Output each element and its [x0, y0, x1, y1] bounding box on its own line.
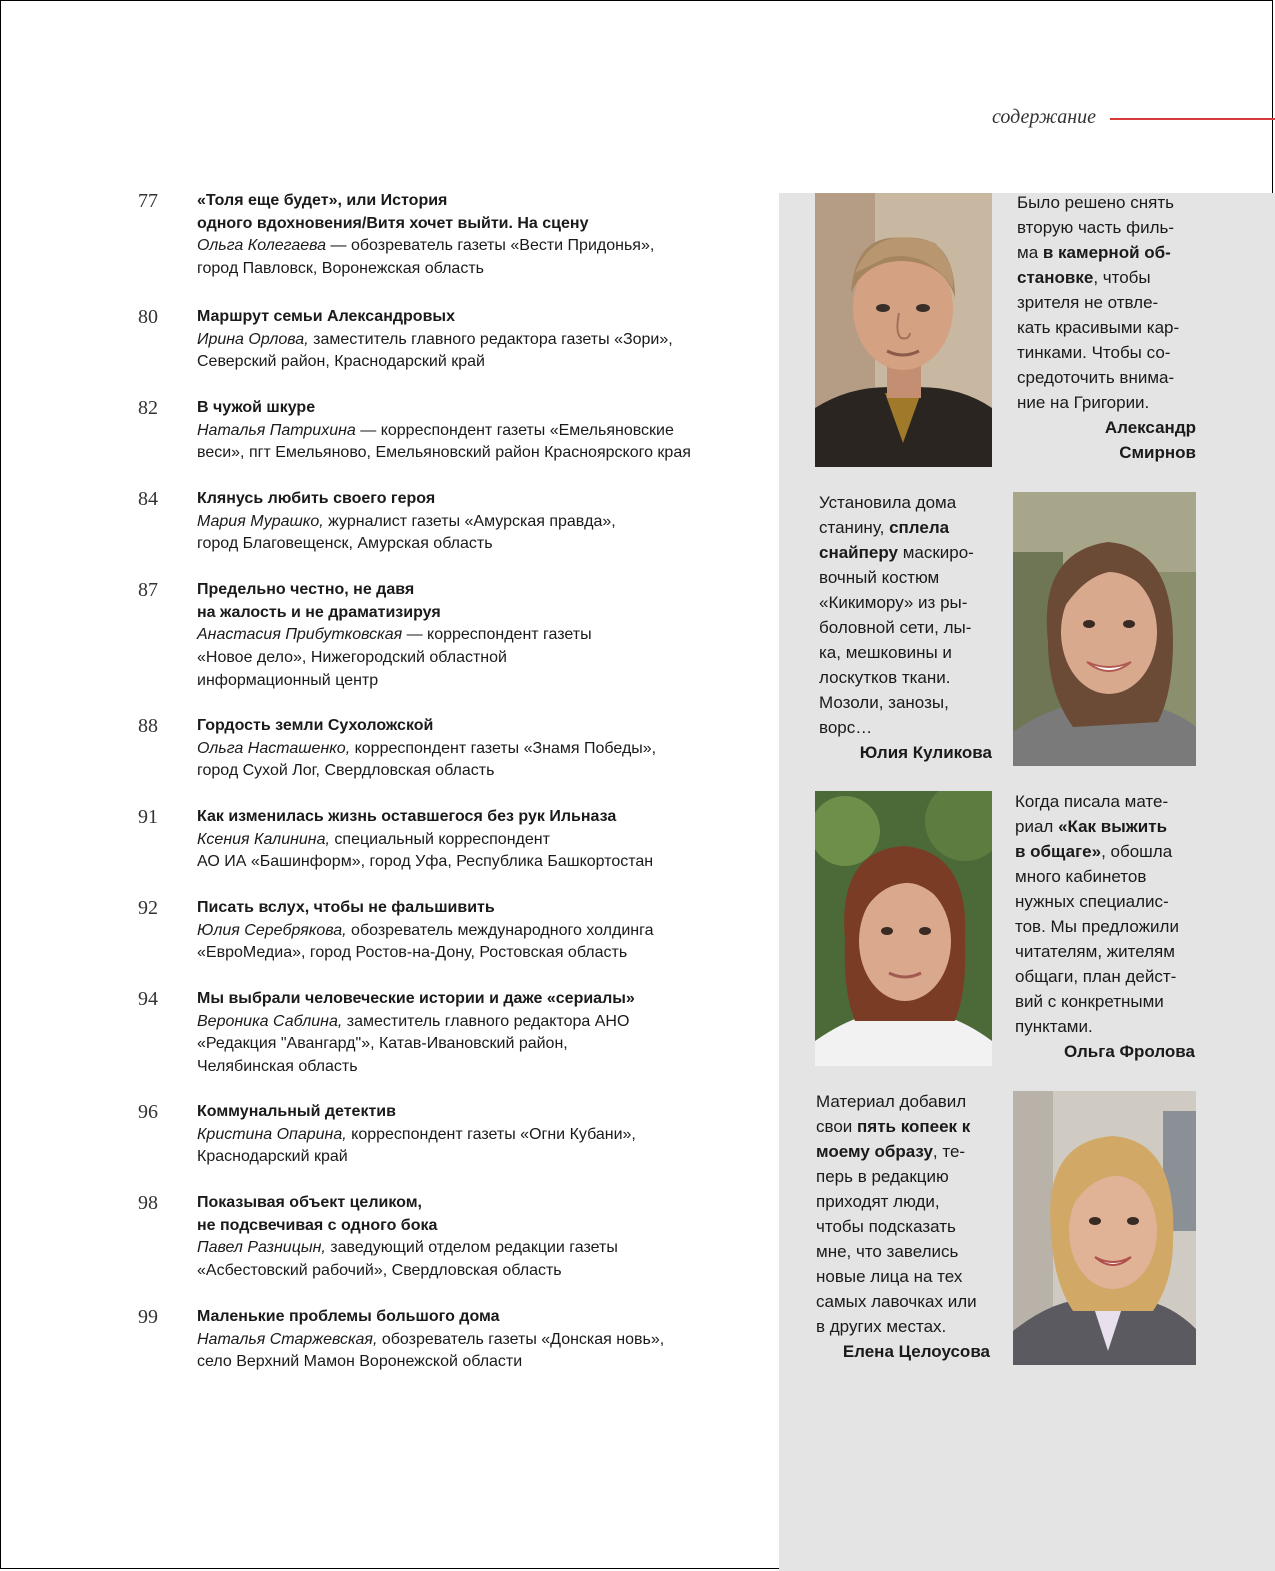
toc-author-role: журналист газеты «Амурская правда»,	[323, 512, 616, 530]
quote-text: кать красивыми кар-	[1017, 318, 1180, 337]
quote-line	[1017, 390, 1207, 415]
quote-line	[1015, 964, 1205, 989]
toc-author-name: Анастасия Прибутковская	[197, 626, 403, 644]
toc-page-number: 88	[138, 715, 158, 737]
quote-text: Было решено снять	[1017, 193, 1174, 212]
quote-line	[1015, 889, 1205, 914]
toc-author-line	[197, 760, 757, 783]
section-title: содержание	[992, 106, 1096, 128]
quote-line	[816, 1189, 1006, 1214]
toc-author-role: город Сухой Лог, Свердловская область	[197, 762, 495, 780]
quote-line	[1017, 215, 1207, 240]
toc-author-line	[197, 235, 757, 258]
quote-highlight: сплела	[889, 518, 950, 537]
quote-highlight: снайперу	[819, 543, 898, 562]
signature-olga-frolova	[1015, 1039, 1195, 1064]
quote-text: риал	[1015, 817, 1059, 836]
toc-entry-body	[197, 306, 757, 374]
toc-author-name: Ирина Орлова,	[197, 330, 309, 348]
section-title-rule	[1110, 118, 1275, 120]
quote-line	[816, 1089, 1006, 1114]
toc-author-name: Наталья Старжевская,	[197, 1330, 378, 1348]
toc-author-role: Северский район, Краснодарский край	[197, 353, 485, 371]
quote-text: нужных специалис-	[1015, 892, 1169, 911]
toc-author-line	[197, 442, 757, 465]
quote-text: читателям, жителям	[1015, 942, 1175, 961]
quote-text: самых лавочках или	[816, 1292, 977, 1311]
quote-signature-line: Ольга Фролова	[1063, 1042, 1195, 1061]
toc-article-title: Маршрут семьи Александровых	[197, 308, 455, 325]
toc-author-line	[197, 851, 757, 874]
toc-page-number: 99	[138, 1306, 158, 1328]
quote-text: чтобы подсказать	[816, 1217, 956, 1236]
quote-text: боловной сети, лы-	[819, 618, 972, 637]
photo-olga-frolova	[815, 791, 992, 1066]
quote-line	[1015, 814, 1205, 839]
man-portrait-icon	[815, 193, 992, 467]
toc-author-line	[197, 351, 757, 374]
quote-olga-frolova	[1015, 789, 1205, 1039]
toc-author-role: корреспондент газеты «Огни Кубани»,	[346, 1125, 636, 1143]
quote-text: тинками. Чтобы со-	[1017, 343, 1171, 362]
quote-text: лоскутков ткани.	[819, 668, 951, 687]
toc-author-line	[197, 258, 757, 281]
quote-line	[1015, 839, 1205, 864]
quote-line	[819, 565, 1009, 590]
toc-author-line	[197, 1237, 757, 1260]
quote-highlight: в камерной об-	[1042, 243, 1171, 262]
toc-author-role: заведующий отделом редакции газеты	[325, 1239, 618, 1257]
toc-author-role: Краснодарский край	[197, 1148, 348, 1166]
quote-text: Мозоли, занозы,	[819, 693, 949, 712]
toc-author-role: информационный центр	[197, 671, 379, 689]
toc-page-number: 84	[138, 488, 158, 510]
quote-line	[816, 1264, 1006, 1289]
toc-article-title: «Толя еще будет», или История	[197, 192, 448, 209]
quote-text: Установила дома	[819, 493, 957, 512]
toc-entry-body	[197, 488, 757, 556]
quote-highlight: моему образу	[816, 1142, 933, 1161]
toc-author-role: город Благовещенск, Амурская область	[197, 535, 493, 553]
quote-signature-line: Елена Целоусова	[842, 1342, 990, 1361]
toc-author-line	[197, 1351, 757, 1374]
quote-text: маскиро-	[897, 543, 974, 562]
quote-line	[819, 640, 1009, 665]
toc-entry-body	[197, 988, 757, 1079]
quote-line	[816, 1164, 1006, 1189]
quote-line	[1015, 914, 1205, 939]
toc-author-role: Челябинская область	[197, 1058, 358, 1076]
toc-author-role: заместитель главного редактора АНО	[342, 1012, 630, 1030]
toc-page-number: 96	[138, 1101, 158, 1123]
toc-author-line	[197, 1056, 757, 1079]
toc-author-role: АО ИА «Башинформ», город Уфа, Республика Башкортостан	[197, 853, 654, 871]
toc-author-role: обозреватель газеты «Донская новь»,	[377, 1330, 665, 1348]
toc-article-title: не подсвечивая с одного бока	[197, 1216, 438, 1234]
toc-author-role: корреспондент газеты «Знамя Победы»,	[350, 739, 657, 757]
quote-text: тов. Мы предложили	[1015, 917, 1179, 936]
toc-author-name: Ксения Калинина,	[197, 830, 330, 848]
toc-author-line	[197, 1260, 757, 1283]
toc-author-role: — корреспондент газеты «Емельяновские	[355, 421, 674, 439]
toc-page-number: 94	[138, 988, 158, 1010]
toc-entry-body	[197, 397, 757, 465]
quote-text: станину,	[819, 518, 890, 537]
toc-author-line	[197, 942, 757, 965]
quote-line	[1015, 864, 1205, 889]
toc-article-title: Коммунальный детектив	[197, 1103, 396, 1120]
quote-line	[1017, 340, 1207, 365]
toc-author-role: «Новое дело», Нижегородский областной	[197, 649, 507, 667]
quote-line	[1017, 315, 1207, 340]
toc-article-title: Гордость земли Сухоложской	[197, 717, 434, 734]
quote-text: вторую часть филь-	[1017, 218, 1175, 237]
toc-page-number: 87	[138, 579, 158, 601]
quote-text: , те-	[932, 1142, 966, 1161]
toc-author-role: «Редакция "Авангард"», Катав-Ивановский район,	[197, 1035, 568, 1053]
quote-line	[1017, 365, 1207, 390]
quote-line	[1017, 265, 1207, 290]
toc-page-number: 82	[138, 397, 158, 419]
toc-author-role: «Асбестовский рабочий», Свердловская область	[197, 1262, 562, 1280]
quote-text: много кабинетов	[1015, 867, 1147, 886]
toc-author-line	[197, 1124, 757, 1147]
quote-highlight: становке	[1017, 268, 1094, 287]
quote-line	[819, 490, 1009, 515]
quote-highlight: «Как выжить	[1058, 817, 1168, 836]
toc-author-role: — корреспондент газеты	[402, 626, 592, 644]
toc-author-name: Мария Мурашко,	[197, 512, 324, 530]
quote-text: вочный костюм	[819, 568, 940, 587]
toc-article-title: Писать вслух, чтобы не фальшивить	[197, 899, 495, 916]
quote-text: Материал добавил	[816, 1092, 967, 1111]
quote-text: приходят люди,	[816, 1192, 940, 1211]
quote-line	[1017, 190, 1207, 215]
toc-author-role: город Павловск, Воронежская область	[197, 260, 484, 278]
toc-page-number: 98	[138, 1192, 158, 1214]
quote-text: новые лица на тех	[816, 1267, 963, 1286]
quote-text: в других местах.	[816, 1317, 947, 1336]
quote-text: перь в редакцию	[816, 1167, 949, 1186]
quote-line	[1015, 989, 1205, 1014]
quote-text: Когда писала мате-	[1015, 792, 1169, 811]
toc-author-name: Вероника Саблина,	[197, 1012, 343, 1030]
quote-text: , обошла	[1101, 842, 1173, 861]
toc-article-title: Показывая объект целиком,	[197, 1194, 422, 1211]
toc-author-line	[197, 624, 757, 647]
quote-line	[1017, 240, 1207, 265]
toc-entry-body	[197, 1306, 757, 1374]
toc-author-role: «ЕвроМедиа», город Ростов-на-Дону, Ростовская область	[197, 944, 628, 962]
quote-aleksandr-smirnov	[1017, 190, 1207, 415]
toc-author-line	[197, 1146, 757, 1169]
toc-author-role: село Верхний Мамон Воронежской области	[197, 1353, 523, 1371]
quote-line	[1015, 789, 1205, 814]
woman-portrait-icon	[1013, 1091, 1196, 1365]
toc-author-name: Наталья Патрихина	[197, 421, 356, 439]
quote-line	[816, 1239, 1006, 1264]
quote-highlight: пять копеек к	[857, 1117, 971, 1136]
quote-text: пунктами.	[1015, 1017, 1093, 1036]
quote-signature-line: Александр	[1104, 418, 1196, 437]
toc-entry-body	[197, 897, 757, 965]
quote-text: общаги, план дейст-	[1015, 967, 1177, 986]
photo-aleksandr-smirnov	[815, 193, 992, 467]
toc-author-line	[197, 1033, 757, 1056]
woman-portrait-icon	[1013, 492, 1196, 766]
toc-author-line	[197, 1011, 757, 1034]
toc-author-line	[197, 511, 757, 534]
photo-yulia-kulikova	[1013, 492, 1196, 766]
quote-line	[816, 1139, 1006, 1164]
toc-author-line	[197, 647, 757, 670]
signature-yulia-kulikova	[819, 740, 992, 765]
quote-line	[819, 690, 1009, 715]
quote-line	[816, 1289, 1006, 1314]
toc-author-line	[197, 829, 757, 852]
quote-text: мне, что завелись	[816, 1242, 959, 1261]
toc-author-role: обозреватель международного холдинга	[346, 921, 654, 939]
toc-author-line	[197, 920, 757, 943]
quote-text: зрителя не отвле-	[1017, 293, 1159, 312]
quote-signature-line: Юлия Куликова	[859, 743, 992, 762]
quote-highlight: в общаге»	[1015, 842, 1102, 861]
signature-aleksandr-smirnov	[1017, 415, 1196, 465]
quote-yulia-kulikova	[819, 490, 1009, 740]
quote-line	[819, 615, 1009, 640]
quote-line	[819, 515, 1009, 540]
toc-author-role: — обозреватель газеты «Вести Придонья»,	[326, 237, 655, 255]
toc-entry-body	[197, 579, 757, 693]
toc-page-number: 92	[138, 897, 158, 919]
toc-author-line	[197, 533, 757, 556]
toc-article-title: Клянусь любить своего героя	[197, 490, 436, 507]
toc-article-title: В чужой шкуре	[197, 399, 316, 416]
quote-line	[1015, 1014, 1205, 1039]
quote-line	[816, 1114, 1006, 1139]
quote-line	[819, 590, 1009, 615]
toc-author-role: веси», пгт Емельяново, Емельяновский район Красноярского края	[197, 444, 691, 462]
toc-entry-body	[197, 1101, 757, 1169]
quote-text: свои	[816, 1117, 858, 1136]
toc-author-name: Ольга Насташенко,	[197, 739, 351, 757]
toc-author-role: специальный корреспондент	[329, 830, 550, 848]
signature-elena-tselousova	[816, 1339, 990, 1364]
quote-line	[816, 1314, 1006, 1339]
toc-article-title: одного вдохновения/Витя хочет выйти. На сцену	[197, 214, 589, 232]
photo-elena-tselousova	[1013, 1091, 1196, 1365]
toc-author-role: заместитель главного редактора газеты «Зори»,	[308, 330, 673, 348]
quote-text: средоточить внима-	[1017, 368, 1175, 387]
toc-author-name: Ольга Колегаева	[197, 237, 327, 255]
quote-signature-line: Смирнов	[1119, 443, 1196, 462]
toc-article-title: Мы выбрали человеческие истории и даже «сериалы»	[197, 990, 635, 1007]
quote-line	[819, 715, 1009, 740]
quote-text: ние на Григории.	[1017, 393, 1150, 412]
quote-line	[819, 540, 1009, 565]
quote-text: вий с конкретными	[1015, 992, 1164, 1011]
quote-text: , чтобы	[1093, 268, 1151, 287]
toc-author-line	[197, 420, 757, 443]
quote-line	[816, 1214, 1006, 1239]
toc-author-name: Юлия Серебрякова,	[197, 921, 347, 939]
toc-article-title: на жалость и не драматизируя	[197, 603, 441, 621]
toc-page-number: 80	[138, 306, 158, 328]
toc-author-line	[197, 670, 757, 693]
toc-page-number: 77	[138, 190, 158, 212]
quote-text: ка, мешковины и	[819, 643, 952, 662]
quote-line	[1017, 290, 1207, 315]
toc-article-title: Предельно честно, не давя	[197, 581, 415, 598]
woman-portrait-icon	[815, 791, 992, 1066]
toc-article-title: Как изменилась жизнь оставшегося без рук Ильназа	[197, 808, 617, 825]
toc-entry-body	[197, 715, 757, 783]
toc-entry-body	[197, 1192, 757, 1283]
quote-text: «Кикимору» из ры-	[819, 593, 968, 612]
toc-page-number: 91	[138, 806, 158, 828]
toc-author-name: Кристина Опарина,	[197, 1125, 347, 1143]
quote-line	[819, 665, 1009, 690]
toc-entry-body	[197, 806, 757, 874]
toc-author-name: Павел Разницын,	[197, 1239, 326, 1257]
toc-article-title: Маленькие проблемы большого дома	[197, 1308, 500, 1325]
quote-elena-tselousova	[816, 1089, 1006, 1339]
quote-text: ворс…	[819, 718, 873, 737]
toc-author-line	[197, 1329, 757, 1352]
toc-author-line	[197, 329, 757, 352]
toc-author-line	[197, 738, 757, 761]
quote-text: ма	[1017, 243, 1043, 262]
toc-entry-body	[197, 190, 757, 281]
quote-line	[1015, 939, 1205, 964]
